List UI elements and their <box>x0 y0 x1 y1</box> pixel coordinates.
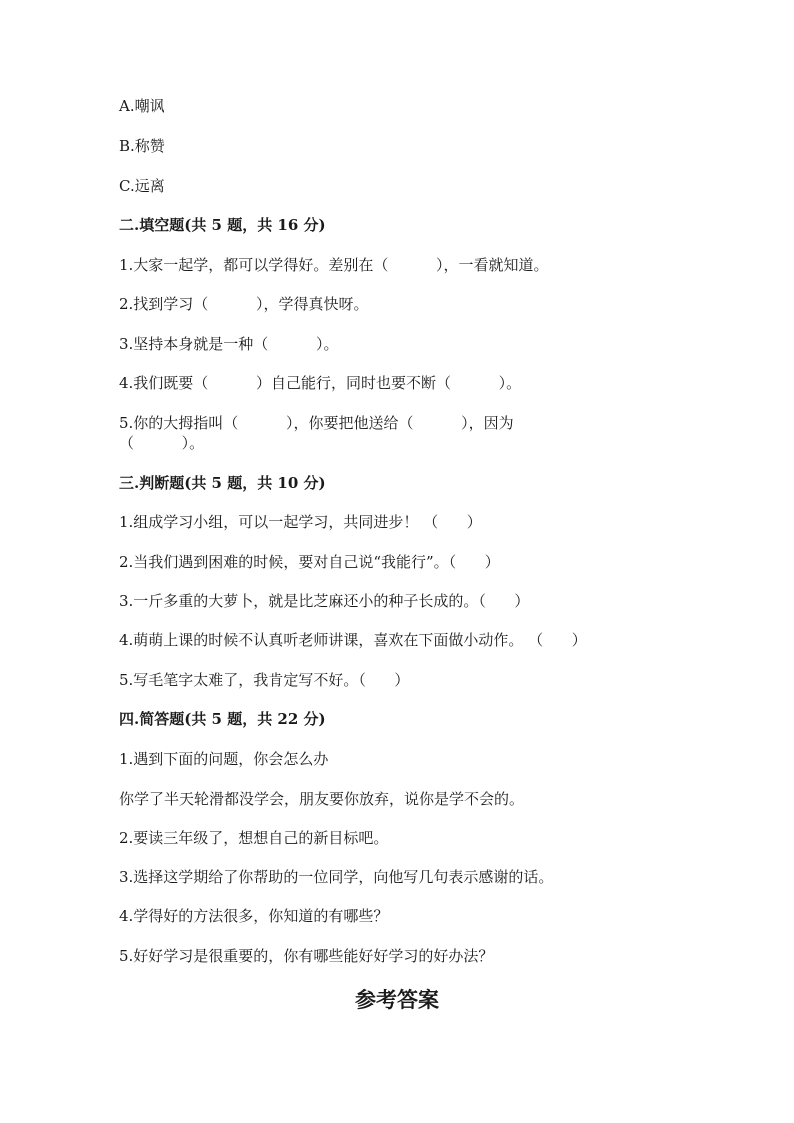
true-false-question-3: 3.一斤多重的大萝卜，就是比芝麻还小的种子长成的。（ ） <box>119 592 530 610</box>
option-b: B.称赞 <box>119 137 165 155</box>
fill-blank-heading: 二.填空题(共 5 题，共 16 分) <box>119 216 326 234</box>
fill-blank-question-4: 4.我们既要（ ）自己能行，同时也要不断（ ）。 <box>119 374 522 392</box>
short-answer-question-1: 1.遇到下面的问题，你会怎么办 <box>119 750 329 768</box>
short-answer-heading: 四.简答题(共 5 题，共 22 分) <box>119 710 326 728</box>
short-answer-question-4: 4.学得好的方法很多，你知道的有哪些？ <box>119 907 389 925</box>
fill-blank-question-2: 2.找到学习（ ），学得真快呀。 <box>119 295 369 313</box>
fill-blank-question-1: 1.大家一起学，都可以学得好。差别在（ ），一看就知道。 <box>119 256 549 274</box>
option-c: C.远离 <box>119 177 165 195</box>
answer-key-title: 参考答案 <box>355 987 439 1012</box>
option-a: A.嘲讽 <box>119 97 165 115</box>
true-false-question-4: 4.萌萌上课的时候不认真听老师讲课，喜欢在下面做小动作。 （ ） <box>119 631 587 649</box>
true-false-heading: 三.判断题(共 5 题，共 10 分) <box>119 474 326 492</box>
true-false-question-2: 2.当我们遇到困难的时候，要对自己说“我能行”。（ ） <box>119 553 500 571</box>
short-answer-question-1-detail: 你学了半天轮滑都没学会，朋友要你放弃，说你是学不会的。 <box>119 790 525 808</box>
short-answer-question-5: 5.好好学习是很重要的，你有哪些能好好学习的好办法？ <box>119 947 494 965</box>
short-answer-question-2: 2.要读三年级了，想想自己的新目标吧。 <box>119 829 389 847</box>
true-false-question-5: 5.写毛笔字太难了，我肯定写不好。（ ） <box>119 671 410 689</box>
short-answer-question-3: 3.选择这学期给了你帮助的一位同学，向他写几句表示感谢的话。 <box>119 868 554 886</box>
fill-blank-question-5-cont: （ ）。 <box>119 434 205 452</box>
fill-blank-question-3: 3.坚持本身就是一种（ ）。 <box>119 335 339 353</box>
true-false-question-1: 1.组成学习小组，可以一起学习，共同进步！ （ ） <box>119 513 482 531</box>
fill-blank-question-5: 5.你的大拇指叫（ ），你要把他送给（ ），因为 <box>119 414 514 432</box>
